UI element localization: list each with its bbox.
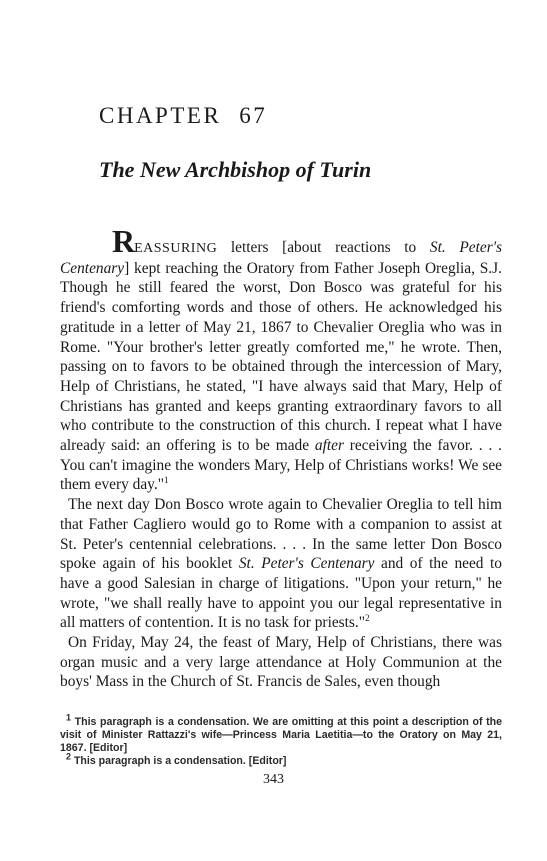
chapter-subtitle: The New Archbishop of Turin [99, 157, 372, 182]
chapter-heading [99, 103, 267, 129]
footnote-ref-2: 2 [365, 613, 370, 624]
footnotes [60, 712, 502, 768]
footnote-mark-2: 2 [66, 751, 72, 762]
paragraph-2-text-a: The next day Don Bosco wrote again to Chevalier Oreglia to tell him that Father Cagliero would go to Rome with a companion to assist at St. Peter's centennial celebrations. . . . In the same letter Don Bosco spoke again of his booklet [60, 496, 502, 573]
page-number: 343 [263, 772, 284, 787]
chapter-label: CHAPTER [99, 103, 222, 128]
footnote-2 [60, 751, 502, 768]
paragraph-2 [60, 495, 502, 633]
footnote-text-2: This paragraph is a condensation. [Editor] [71, 755, 287, 767]
footnote-mark-1: 1 [66, 712, 72, 723]
paragraph-1-italic-a: St. Peter's Centenary [60, 239, 503, 277]
paragraph-1-text-a: letters [about reactions to [217, 239, 430, 256]
opening-smallcaps: EASSURING [134, 241, 218, 256]
paragraph-3: On Friday, May 24, the feast of Mary, Help of Christians, there was organ music and a very large attendance at Holy Communion at the boys' Mass in the Church of St. Francis de Sales, even though [60, 634, 502, 691]
paragraph-2-text-b: and of the need to have a good Salesian in charge of litigations. "Upon your return," he wrote, "we shall really have to appoint you our legal representative in all matters of contention. It is no task for priests." [60, 555, 503, 632]
drop-cap: R [112, 223, 135, 259]
chapter-number: 67 [239, 103, 268, 128]
body-text [60, 223, 503, 692]
footnote-1 [60, 712, 502, 755]
paragraph-1-text-b: ] kept reaching the Oratory from Father Joseph Oreglia, S.J. Though he still feared the worst, Don Bosco was grateful for his friend's comforting words and those of others. He acknowledged his gratitude in a letter of May 21, 1867 to Chevalier Oreglia who was in Rome. "Your brother's letter greatly comforted me," he wrote. Then, passing on to favors to be obtained through the intercession of Mary, Help of Christians, he stated, "I have always said that Mary, Help of Christians has granted and keeps granting extraordinary favors to all who contribute to the construction of this church. I repeat what I have already said: an offering is to be made [60, 259, 502, 455]
paragraph-1-italic-b: after [314, 437, 344, 455]
footnote-ref-1: 1 [164, 475, 169, 486]
paragraph-1-text-c: receiving the favor. . . . You can't imagine the wonders Mary, Help of Christians works! We see them every day." [60, 437, 502, 494]
footnote-text-1: This paragraph is a condensation. We are omitting at this point a description of the visit of Minister Rattazzi's wife—Princess Maria Laetitia—to the Oratory on May 21, 1867. [Editor] [60, 716, 502, 754]
paragraph-2-italic-a: St. Peter's Centenary [238, 555, 375, 573]
paragraph-1 [60, 223, 503, 495]
